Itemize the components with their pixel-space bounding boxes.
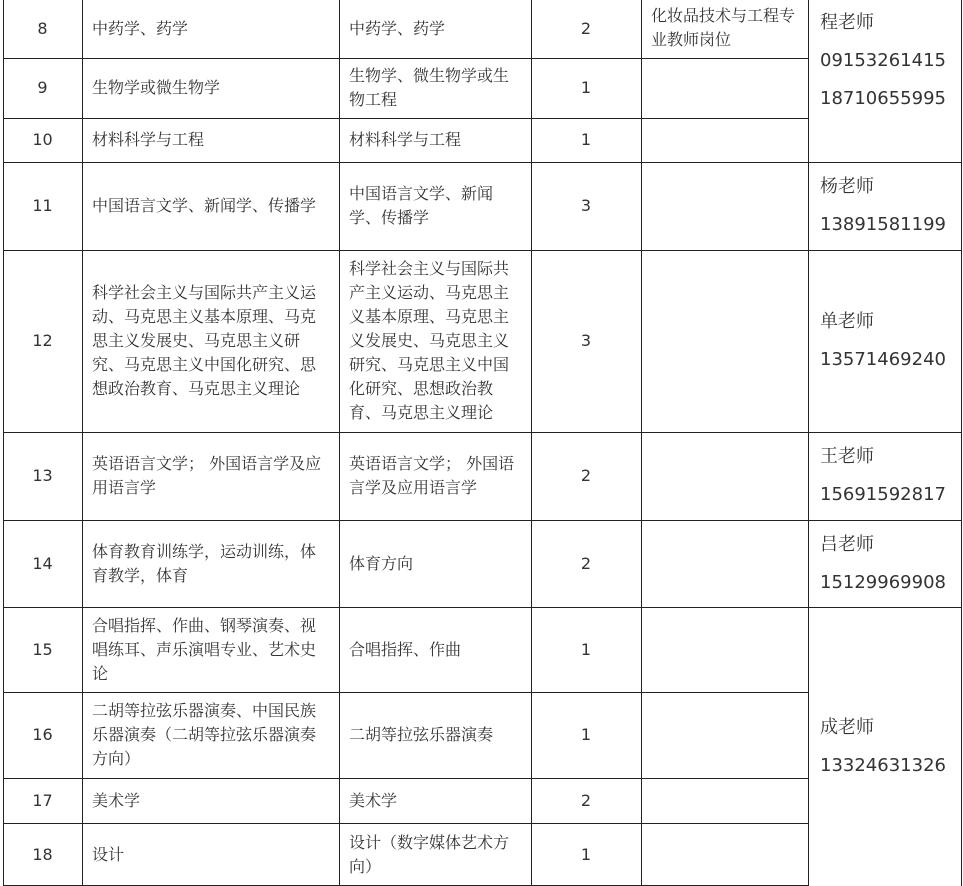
row-number: 17 xyxy=(32,790,53,810)
row-number: 18 xyxy=(32,844,53,864)
contact-block xyxy=(808,250,961,432)
major-cell: 合唱指挥、作曲、钢琴演奏、视唱练耳、声乐演唱专业、艺术史论 xyxy=(92,615,317,683)
headcount-cell: 2 xyxy=(580,553,592,573)
major-requirement-cell: 中国语言文学、新闻学、传播学 xyxy=(349,184,494,227)
contact-name: 成老师 xyxy=(820,716,874,738)
major-cell: 体育教育训练学，运动训练，体育教学，体育 xyxy=(92,541,317,585)
major-cell: 科学社会主义与国际共产主义运动、马克思主义基本原理、马克思主义发展史、马克思主义研究、马克思主义中国化研究、思想政治教育、马克思主义理论 xyxy=(92,283,317,398)
major-requirement-cell: 英语语言文学； 外国语言学及应用语言学 xyxy=(349,454,515,497)
major-cell: 设计 xyxy=(92,844,125,864)
headcount-cell: 2 xyxy=(580,19,592,38)
major-cell: 美术学 xyxy=(92,790,141,810)
contact-phone: 13324631326 xyxy=(820,754,946,776)
row-number: 13 xyxy=(32,466,53,485)
major-cell: 英语语言文学； 外国语言学及应用语言学 xyxy=(92,454,322,497)
contact-phone: 15691592817 xyxy=(820,484,946,505)
contact-name: 单老师 xyxy=(820,311,874,332)
contact-block xyxy=(808,607,961,886)
contact-phone: 18710655995 xyxy=(820,88,946,109)
major-requirement-cell: 中药学、药学 xyxy=(349,19,446,38)
headcount-cell: 2 xyxy=(580,790,592,810)
major-cell: 二胡等拉弦乐器演奏、中国民族乐器演奏（二胡等拉弦乐器演奏方向） xyxy=(92,701,317,768)
row-number: 10 xyxy=(32,130,53,149)
headcount-cell: 2 xyxy=(580,466,592,485)
contact-phone: 13891581199 xyxy=(820,214,946,235)
headcount-cell: 1 xyxy=(580,78,592,97)
contact-block xyxy=(808,432,961,520)
row-number: 8 xyxy=(37,19,48,38)
major-cell: 中药学、药学 xyxy=(92,19,189,38)
row-number: 16 xyxy=(32,725,53,744)
major-requirement-cell: 生物学、微生物学或生物工程 xyxy=(349,66,510,109)
contact-name: 吕老师 xyxy=(820,533,874,555)
major-requirement-cell: 合唱指挥、作曲 xyxy=(349,639,462,659)
headcount-cell: 1 xyxy=(580,639,592,659)
contact-phone: 15129969908 xyxy=(820,571,946,593)
major-cell: 生物学或微生物学 xyxy=(92,78,221,97)
major-cell: 中国语言文学、新闻学、传播学 xyxy=(92,196,317,215)
major-requirement-cell: 二胡等拉弦乐器演奏 xyxy=(349,725,494,744)
major-requirement-cell: 科学社会主义与国际共产主义运动、马克思主义基本原理、马克思主义发展史、马克思主义研究、马克思主义中国化研究、思想政治教育、马克思主义理论 xyxy=(349,259,510,422)
post-name: 化妆品技术与工程专业教师岗位 xyxy=(651,6,796,49)
contact-block xyxy=(808,520,961,607)
row-number: 11 xyxy=(32,196,53,215)
contact-block xyxy=(808,0,961,162)
row-number: 12 xyxy=(32,331,53,350)
row-number: 15 xyxy=(32,639,53,659)
contact-block xyxy=(808,162,961,250)
major-requirement-cell: 美术学 xyxy=(349,790,398,810)
major-requirement-cell: 材料科学与工程 xyxy=(349,130,462,149)
contact-name: 程老师 xyxy=(820,12,874,33)
headcount-cell: 1 xyxy=(580,130,592,149)
headcount-cell: 1 xyxy=(580,844,592,864)
contact-name: 王老师 xyxy=(820,446,874,467)
headcount-cell: 3 xyxy=(580,331,592,350)
row-number: 14 xyxy=(32,553,53,573)
headcount-cell: 1 xyxy=(580,725,592,744)
headcount-cell: 3 xyxy=(580,196,592,215)
contact-name: 杨老师 xyxy=(820,176,874,197)
contact-phone: 13571469240 xyxy=(820,349,946,370)
major-cell: 材料科学与工程 xyxy=(92,130,205,149)
major-requirement-cell: 体育方向 xyxy=(349,553,414,573)
major-requirement-cell: 设计（数字媒体艺术方向） xyxy=(349,832,510,876)
row-number: 9 xyxy=(37,78,48,97)
contact-phone: 09153261415 xyxy=(820,50,946,71)
